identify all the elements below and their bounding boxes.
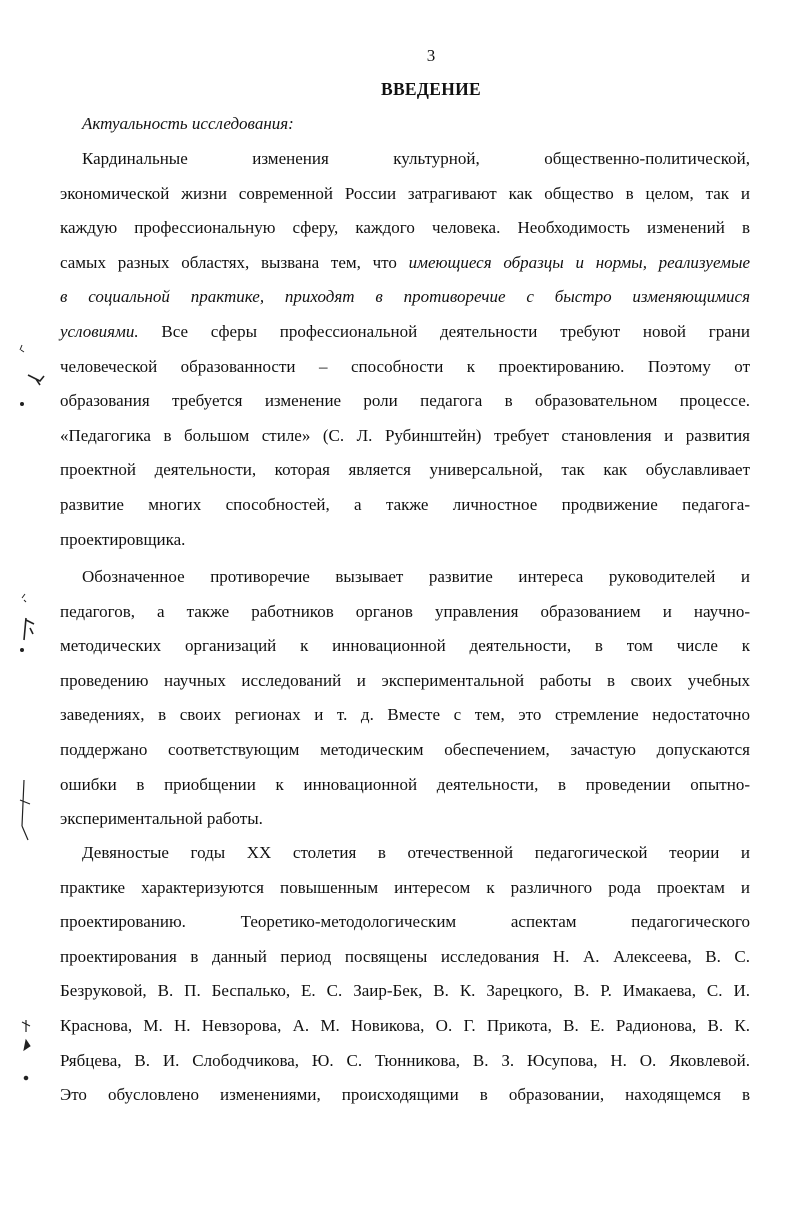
scan-mark [21, 403, 24, 406]
scan-artifact-marks [0, 0, 60, 1216]
italic-text-run: имеющиеся образцы и нормы, реализуемые [408, 252, 751, 272]
text-line: методических организаций к инновационной деятельности, в том числе к [60, 636, 750, 656]
paragraph-3 [60, 836, 750, 1113]
scan-mark [22, 1020, 30, 1032]
text-line: образования требуется изменение роли педагога в образовательном процессе. [60, 391, 750, 411]
text-line: проектирования в данный период посвящены исследования Н. А. Алексеева, В. С. [60, 946, 750, 966]
text-line: каждую профессиональную сферу, каждого человека. Необходимость изменений в [60, 218, 750, 238]
text-line: проектировщика. [60, 529, 186, 549]
scan-mark [21, 649, 24, 652]
paragraph-1 [60, 142, 750, 557]
scan-mark [20, 780, 30, 840]
text-line: Краснова, М. Н. Невзорова, А. М. Новикова, О. Г. Прикота, В. Е. Радионова, В. К. [60, 1015, 750, 1035]
text-line: в социальной практике, приходят в противоречие с быстро изменяющимися [60, 287, 750, 307]
text-line: Обозначенное противоречие вызывает развитие интереса руководителей и [82, 567, 750, 586]
scan-mark [28, 375, 44, 385]
scan-mark [24, 1040, 30, 1050]
text-line: ошибки в приобщении к инновационной деятельности, в проведении опытно- [60, 774, 750, 794]
text-line: экспериментальной работы. [60, 809, 263, 829]
text-line: поддержано соответствующим методическим обеспечением, зачастую допускаются [60, 739, 750, 759]
subheading: Актуальность исследования: [82, 114, 294, 133]
text-line: Безруковой, В. П. Беспалько, Е. С. Заир-Бек, В. К. Зарецкого, В. Р. Имакаева, С. И. [60, 981, 750, 1001]
text-line: проведению научных исследований и экспериментальной работы в своих учебных [60, 670, 750, 690]
text-line: Это обусловлено изменениями, происходящими в образовании, находящемся в [60, 1085, 750, 1105]
text-line: Кардинальные изменения культурной, общественно-политической, [82, 149, 750, 168]
text-line: проектной деятельности, которая является универсальной, так как обуславливает [60, 460, 750, 480]
text-line [60, 315, 750, 350]
scan-mark [24, 618, 34, 640]
text-line: развитие многих способностей, а также личностное продвижение педагога- [60, 494, 750, 514]
text-run: самых разных областях, вызвана тем, что [60, 252, 397, 272]
scan-mark [24, 1076, 28, 1080]
scan-mark [22, 594, 26, 602]
text-line: проектированию. Теоретико-методологическим аспектам педагогического [60, 912, 750, 932]
paragraph-2 [60, 560, 750, 837]
text-line: практике характеризуются повышенным интересом к различного рода проектам и [60, 877, 750, 897]
text-line: Девяностые годы XX столетия в отечественной педагогической теории и [82, 843, 750, 862]
text-line [60, 246, 750, 281]
page-number: 3 [426, 46, 436, 65]
scan-mark [20, 345, 24, 352]
text-line: экономической жизни современной России затрагивают как общество в целом, так и [60, 183, 750, 203]
text-line: человеческой образованности – способности к проектированию. Поэтому от [60, 356, 750, 376]
page-title: ВВЕДЕНИЕ [380, 79, 482, 99]
text-line: Рябцева, В. И. Слободчикова, Ю. С. Тюнникова, В. З. Юсупова, Н. О. Яковлевой. [60, 1050, 750, 1070]
text-line: «Педагогика в большом стиле» (С. Л. Рубинштейн) требует становления и развития [60, 425, 750, 445]
text-line: заведениях, в своих регионах и т. д. Вместе с тем, это стремление недостаточно [60, 705, 750, 725]
italic-text-run: условиями. [60, 321, 139, 341]
text-line: педагогов, а также работников органов управления образованием и научно- [60, 601, 750, 621]
text-run: Все сферы профессиональной деятельности требуют новой грани [161, 321, 751, 341]
